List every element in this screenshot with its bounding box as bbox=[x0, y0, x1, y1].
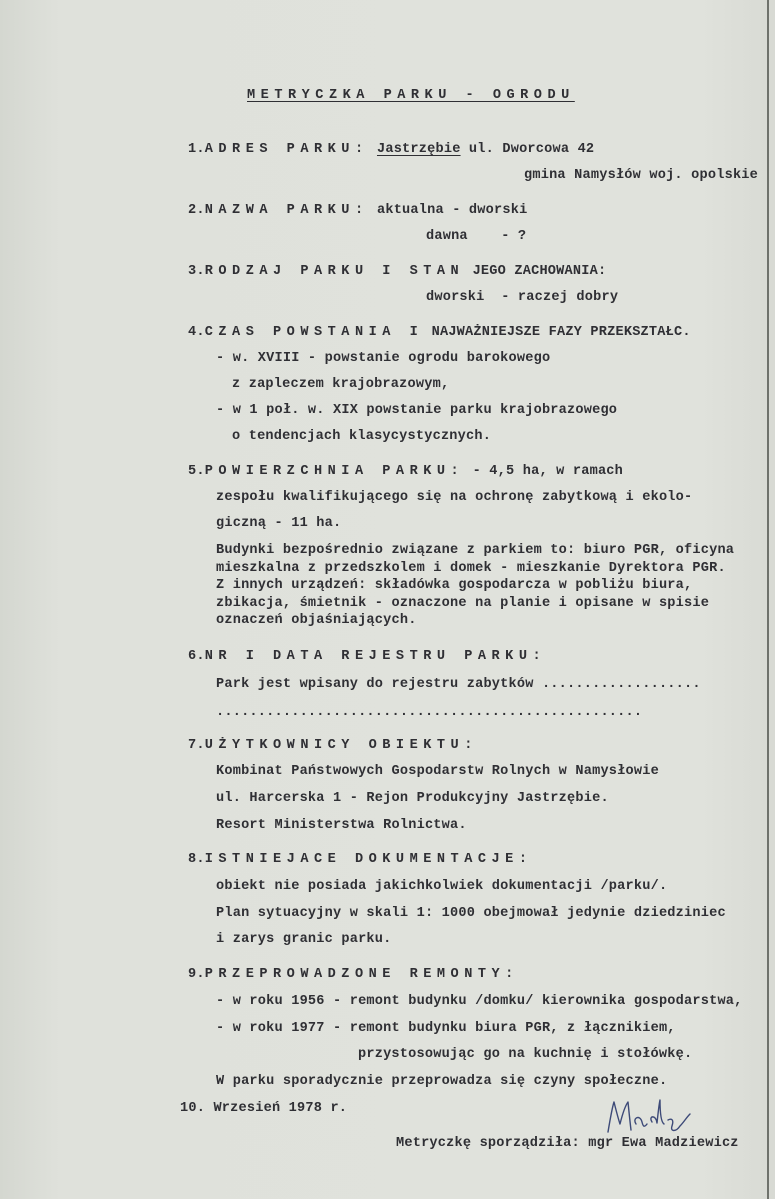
area-line-3: giczną - 11 ha. bbox=[216, 516, 342, 531]
area-line-2: zespołu kwalifikującego się na ochronę zabytkową i ekolo- bbox=[216, 490, 693, 505]
section-8-line-1 bbox=[188, 852, 533, 868]
section-8-label: ISTNIEJACE DOKUMENTACJE: bbox=[204, 852, 533, 867]
section-9-number: 9. bbox=[188, 967, 205, 982]
park-type-state: dworski - raczej dobry bbox=[426, 290, 619, 305]
park-name-current: aktualna - dworski bbox=[376, 203, 528, 218]
section-2-line-1 bbox=[188, 203, 527, 219]
section-7-line-1 bbox=[188, 738, 478, 754]
history-line-3: - w 1 poł. w. XIX powstanie parku krajobrazowego bbox=[216, 403, 618, 418]
section-5-number: 5. bbox=[188, 464, 205, 479]
section-2-label: NAZWA PARKU: bbox=[204, 203, 369, 218]
section-2-number: 2. bbox=[188, 203, 205, 218]
section-10-line bbox=[180, 1101, 347, 1117]
section-6-number: 6. bbox=[188, 649, 205, 664]
section-7-number: 7. bbox=[188, 738, 205, 753]
repairs-line-4: W parku sporadycznie przeprowadza się czyny społeczne. bbox=[216, 1074, 668, 1089]
section-5-line-1 bbox=[188, 464, 623, 480]
buildings-line-4: zbikacja, śmietnik - oznaczone na planie i opisane w spisie bbox=[216, 596, 710, 611]
section-6-line-1 bbox=[188, 649, 546, 665]
handwritten-signature bbox=[600, 1096, 700, 1140]
section-4-number: 4. bbox=[188, 325, 205, 340]
buildings-line-2: mieszkalna z przedszkolem i domek - mieszkanie Dyrektora PGR. bbox=[216, 561, 726, 576]
docs-line-3: i zarys granic parku. bbox=[216, 932, 392, 947]
buildings-line-5: oznaczeń objaśniających. bbox=[216, 613, 417, 628]
register-entry: Park jest wpisany do rejestru zabytków ................... bbox=[216, 677, 701, 692]
section-4-label-tail: NAJWAŻNIEJSZE FAZY PRZEKSZTAŁC. bbox=[431, 325, 691, 340]
repairs-line-1: - w roku 1956 - remont budynku /domku/ kierownika gospodarstwa, bbox=[216, 994, 743, 1009]
area-value: - 4,5 ha, w ramach bbox=[472, 464, 624, 479]
register-dotted-line: ................................................... bbox=[216, 705, 643, 720]
section-1-line-1 bbox=[188, 142, 594, 158]
buildings-line-1: Budynki bezpośrednio związane z parkiem to: biuro PGR, oficyna bbox=[216, 543, 735, 558]
section-4-line-1 bbox=[188, 325, 691, 341]
address-street: ul. Dworcowa 42 bbox=[468, 142, 595, 157]
users-line-1: Kombinat Państwowych Gospodarstw Rolnych w Namysłowie bbox=[216, 764, 659, 779]
section-3-label: RODZAJ PARKU I STAN bbox=[204, 264, 465, 279]
address-municipality: gmina Namysłów woj. opolskie bbox=[524, 168, 759, 183]
section-9-line-1 bbox=[188, 967, 519, 983]
repairs-line-2: - w roku 1977 - remont budynku biura PGR, z łącznikiem, bbox=[216, 1021, 676, 1036]
section-6-label: NR I DATA REJESTRU PARKU: bbox=[204, 649, 547, 664]
section-3-number: 3. bbox=[188, 264, 205, 279]
prepared-by: Metryczkę sporządziła: mgr Ewa Madziewicz bbox=[396, 1136, 739, 1151]
address-place: Jastrzębie bbox=[376, 142, 461, 157]
users-line-3: Resort Ministerstwa Rolnictwa. bbox=[216, 818, 467, 833]
document-date: Wrzesień 1978 r. bbox=[213, 1101, 348, 1116]
page-edge-shadow bbox=[767, 0, 769, 1199]
section-5-label: POWIERZCHNIA PARKU: bbox=[204, 464, 465, 479]
section-10-number: 10. bbox=[180, 1101, 206, 1116]
section-9-label: PRZEPROWADZONE REMONTY: bbox=[204, 967, 519, 982]
history-line-1: - w. XVIII - powstanie ogrodu barokowego bbox=[216, 351, 551, 366]
users-line-2: ul. Harcerska 1 - Rejon Produkcyjny Jastrzębie. bbox=[216, 791, 609, 806]
section-3-line-1 bbox=[188, 264, 606, 280]
section-4-label: CZAS POWSTANIA I bbox=[204, 325, 424, 340]
park-name-former: dawna - ? bbox=[426, 229, 527, 244]
document-title: METRYCZKA PARKU - OGRODU bbox=[247, 88, 575, 103]
history-line-2: z zapleczem krajobrazowym, bbox=[232, 377, 450, 392]
section-3-label-tail: JEGO ZACHOWANIA: bbox=[472, 264, 607, 279]
buildings-line-3: Z innych urządzeń: składówka gospodarcza w pobliżu biura, bbox=[216, 578, 693, 593]
section-8-number: 8. bbox=[188, 852, 205, 867]
docs-line-2: Plan sytuacyjny w skali 1: 1000 obejmował jedynie dziedziniec bbox=[216, 906, 726, 921]
section-1-number: 1. bbox=[188, 142, 205, 157]
history-line-4: o tendencjach klasycystycznych. bbox=[232, 429, 492, 444]
repairs-line-3: przystosowując go na kuchnię i stołówkę. bbox=[358, 1047, 693, 1062]
section-7-label: UŻYTKOWNICY OBIEKTU: bbox=[204, 738, 478, 753]
docs-line-1: obiekt nie posiada jakichkolwiek dokumentacji /parku/. bbox=[216, 879, 668, 894]
section-1-label: ADRES PARKU: bbox=[204, 142, 369, 157]
